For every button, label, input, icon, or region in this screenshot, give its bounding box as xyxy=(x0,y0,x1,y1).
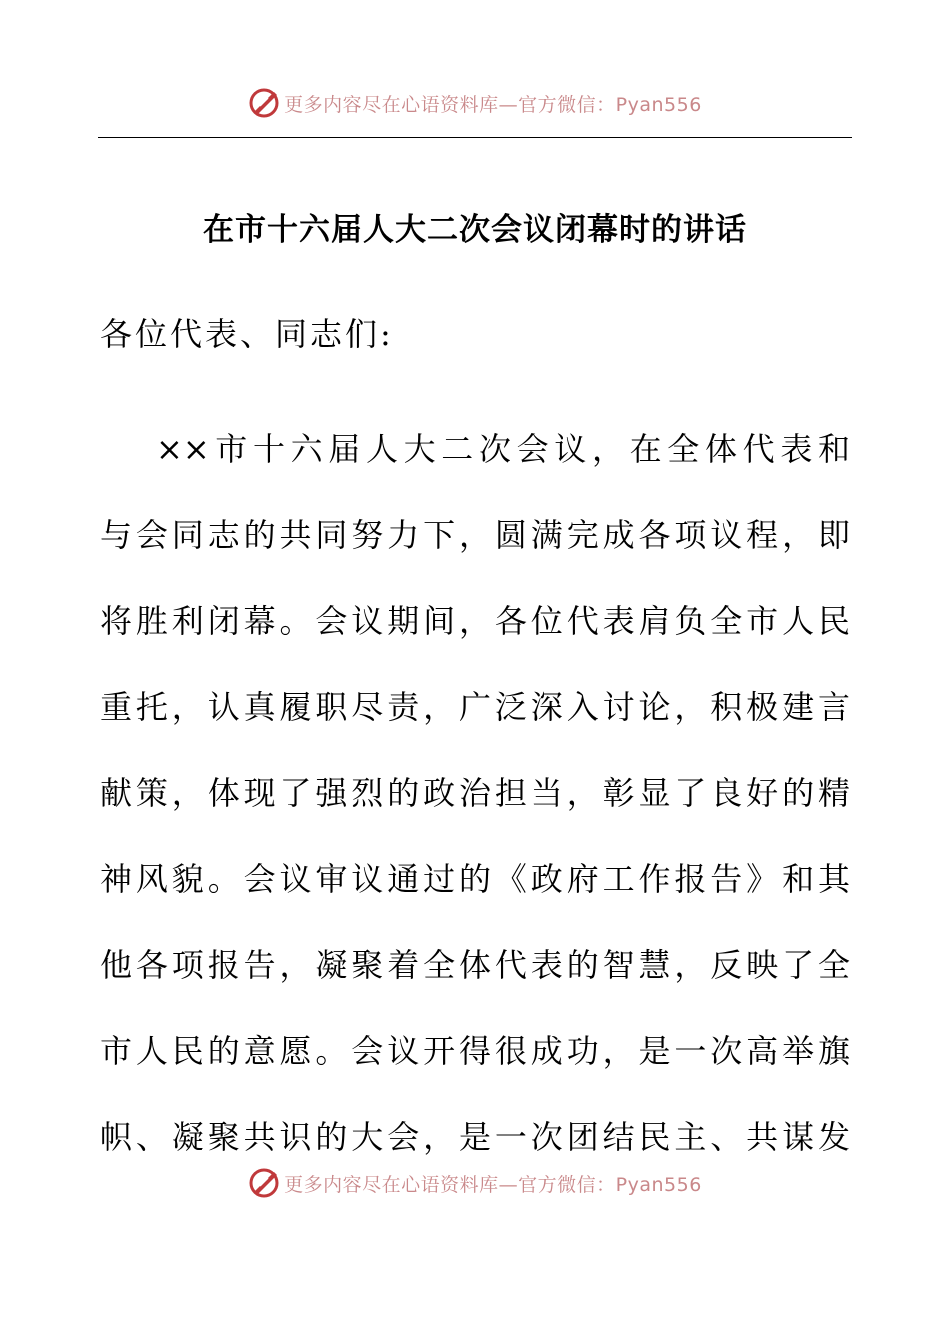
header-banner xyxy=(0,83,950,123)
header-banner-text: 更多内容尽在心语资料库—官方微信：Pyan556 xyxy=(284,93,702,116)
body-line: ××市十六届人大二次会议，在全体代表和 xyxy=(156,430,850,468)
body-line: 市人民的意愿。会议开得很成功，是一次高举旗 xyxy=(100,1032,850,1070)
document-title: 在市十六届人大二次会议闭幕时的讲话 xyxy=(203,212,747,248)
body-paragraph xyxy=(100,406,850,1180)
footer-banner-text: 更多内容尽在心语资料库—官方微信：Pyan556 xyxy=(284,1173,702,1196)
body-line: 将胜利闭幕。会议期间，各位代表肩负全市人民 xyxy=(100,602,850,640)
body-line: 与会同志的共同努力下，圆满完成各项议程，即 xyxy=(100,516,850,554)
body-line: 重托，认真履职尽责，广泛深入讨论，积极建言 xyxy=(100,688,850,726)
body-line: 献策，体现了强烈的政治担当，彰显了良好的精 xyxy=(100,774,850,812)
footer-banner xyxy=(0,1163,950,1203)
pen-logo-icon xyxy=(248,1166,282,1200)
body-line: 他各项报告，凝聚着全体代表的智慧，反映了全 xyxy=(100,946,850,984)
body-line: 神风貌。会议审议通过的《政府工作报告》和其 xyxy=(100,860,850,898)
header-divider xyxy=(98,137,852,138)
salutation: 各位代表、同志们: xyxy=(100,315,394,353)
pen-logo-icon xyxy=(248,86,282,120)
footer-wechat-id: Pyan556 xyxy=(615,1173,702,1196)
header-wechat-id: Pyan556 xyxy=(615,93,702,116)
body-line: 帜、凝聚共识的大会，是一次团结民主、共谋发 xyxy=(100,1118,850,1156)
